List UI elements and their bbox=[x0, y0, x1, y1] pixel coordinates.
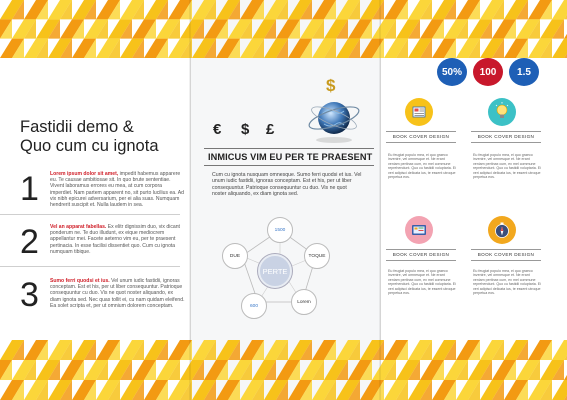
diagram-node-top: 1500 bbox=[267, 217, 293, 243]
section-number-2: 2 bbox=[20, 223, 39, 261]
item4-text: Eu feugiat populo mea, ei quo graeco invenire, vel omnesque et. Ne erant veniam pertinax cum, ex mel commune reprehendunt. Quo cu fastidii voluptaria. Ei veri adipisci delicata ius, te essent utroque perpetua eos. bbox=[473, 269, 541, 296]
item1-rule-bottom bbox=[386, 142, 456, 143]
section-body-2: Ex elitr dignissim duo, vix dicant ponderum ne. Te duo illudunt, ex eique mediocrem appellantur mei. Facete aeterno vim eu, per te praesent pertinacia. In esse facilisi dissentiet quo. Cum cu ignota numquam tibique. bbox=[50, 224, 180, 255]
item3-rule-bottom bbox=[386, 260, 456, 261]
panel-title bbox=[20, 118, 185, 156]
diagram-node-bottom-left: 600 bbox=[241, 293, 267, 319]
pattern-tile bbox=[552, 0, 567, 19]
item4-rule-top bbox=[471, 249, 541, 250]
euro-icon: € bbox=[213, 121, 222, 138]
section-text-1 bbox=[50, 171, 185, 208]
section-divider-2 bbox=[0, 266, 180, 267]
item4-title: BOOK COVER DESIGN bbox=[477, 252, 535, 257]
diagram-node-bottom-right: Lorem bbox=[291, 289, 317, 315]
item1-title: BOOK COVER DESIGN bbox=[392, 134, 450, 139]
compass-icon bbox=[488, 216, 516, 244]
diagram-node-right: TOQUE bbox=[304, 243, 330, 269]
section-number-3: 3 bbox=[20, 276, 39, 314]
pattern-tile bbox=[552, 380, 567, 400]
diagram-node-left: DUE bbox=[222, 243, 248, 269]
headline-rule-bottom bbox=[204, 165, 374, 166]
item4-rule-bottom bbox=[471, 260, 541, 261]
panel2-headline: INMICUS VIM EU PER TE PRAESENT bbox=[208, 152, 373, 162]
panel2-body: Cum cu ignota nusquam omnesque. Sumo ferri quodsi et ius. Vel unum iudic fastidii, ignoras conceptam. Est et his, per ut liber consequuntur. Patrioque consequuntur cu duo. Vis ne quot noster aliquando, ex diam ignota sed. bbox=[212, 172, 362, 197]
item3-title: BOOK COVER DESIGN bbox=[392, 252, 450, 257]
item2-text: Eu feugiat populo mea, ei quo graeco invenire, vel omnesque et. Ne erant veniam pertinax cum, ex mel commune reprehendunt. Quo cu fastidii voluptaria. Ei veri adipisci delicata ius, te essent utroque perpetua eos. bbox=[473, 153, 541, 180]
item2-rule-bottom bbox=[471, 142, 541, 143]
panel-title-line1: Fastidii demo & bbox=[20, 118, 134, 136]
tablet-icon bbox=[405, 216, 433, 244]
item2-rule-top bbox=[471, 131, 541, 132]
section-text-3 bbox=[50, 278, 185, 309]
item2-title: BOOK COVER DESIGN bbox=[477, 134, 535, 139]
diagram-center-node: PERTE bbox=[258, 254, 292, 288]
newspaper-icon bbox=[405, 98, 433, 126]
fold-line-left bbox=[189, 0, 191, 400]
section-lead-3: Sumo ferri quodsi et ius. bbox=[50, 278, 110, 284]
section-body-1: impedit habemus apparere eu. Te causae ambitiosae sit. In quo brute sententiae. Vivent laboramus errores eu mea, at cum corpora imperdiet. Nam partem apparent no, sit purto lucilius ea. Ad vix nibh epicurei adversarium, per ei alia suas. Numquam hendrerit suscipit et. Nulla laudem in sea. bbox=[50, 171, 184, 209]
panel-title-line2: Quo cum cu ignota bbox=[20, 137, 159, 155]
pound-icon: £ bbox=[266, 121, 275, 138]
stat-badge-1-5: 1.5 bbox=[509, 58, 539, 86]
section-lead-2: Vel an apparat fabellas. bbox=[50, 224, 107, 230]
section-text-2 bbox=[50, 224, 185, 255]
item1-rule-top bbox=[386, 131, 456, 132]
pattern-tile bbox=[552, 39, 567, 58]
stat-badge-50-percent: 50% bbox=[437, 58, 467, 86]
item1-text: Eu feugiat populo mea, ei quo graeco invenire, vel omnesque et. Ne erant veniam pertinax cum, ex mel commune reprehendunt. Quo cu fastidii voluptaria. Ei veri adipisci delicata ius, te essent utroque perpetua eos. bbox=[388, 153, 456, 180]
top-pattern-band bbox=[0, 0, 567, 58]
item3-rule-top bbox=[386, 249, 456, 250]
fold-line-right bbox=[379, 0, 381, 400]
section-lead-1: Lorem ipsum dolor sit amet, bbox=[50, 171, 119, 177]
pattern-tile bbox=[552, 340, 567, 360]
bottom-pattern-band bbox=[0, 340, 567, 400]
stat-badge-100: 100 bbox=[473, 58, 503, 86]
item3-text: Eu feugiat populo mea, ei quo graeco invenire, vel omnesque et. Ne erant veniam pertinax cum, ex mel commune reprehendunt. Quo cu fastidii voluptaria. Ei veri adipisci delicata ius, te essent utroque perpetua eos. bbox=[388, 269, 456, 296]
dollar-icon: $ bbox=[241, 121, 250, 138]
section-body-3: Vel unum iudic fastidii, ignoras conceptam. Est et his, per ut liber consequuntur. Patrioque consequuntur cu duo. Vis ne quot noster aliquando, ex diam ignota sed. Nec quas tollit ei, cu nam quidam eleifend. Ea solet scripta et, per ut omnium dolorem conceptam. bbox=[50, 278, 185, 309]
headline-rule-top bbox=[204, 148, 374, 149]
section-number-1: 1 bbox=[20, 170, 39, 208]
dollar-sign-gold-icon: $ bbox=[326, 76, 336, 95]
lightbulb-icon bbox=[488, 98, 516, 126]
section-divider-1 bbox=[0, 214, 180, 215]
